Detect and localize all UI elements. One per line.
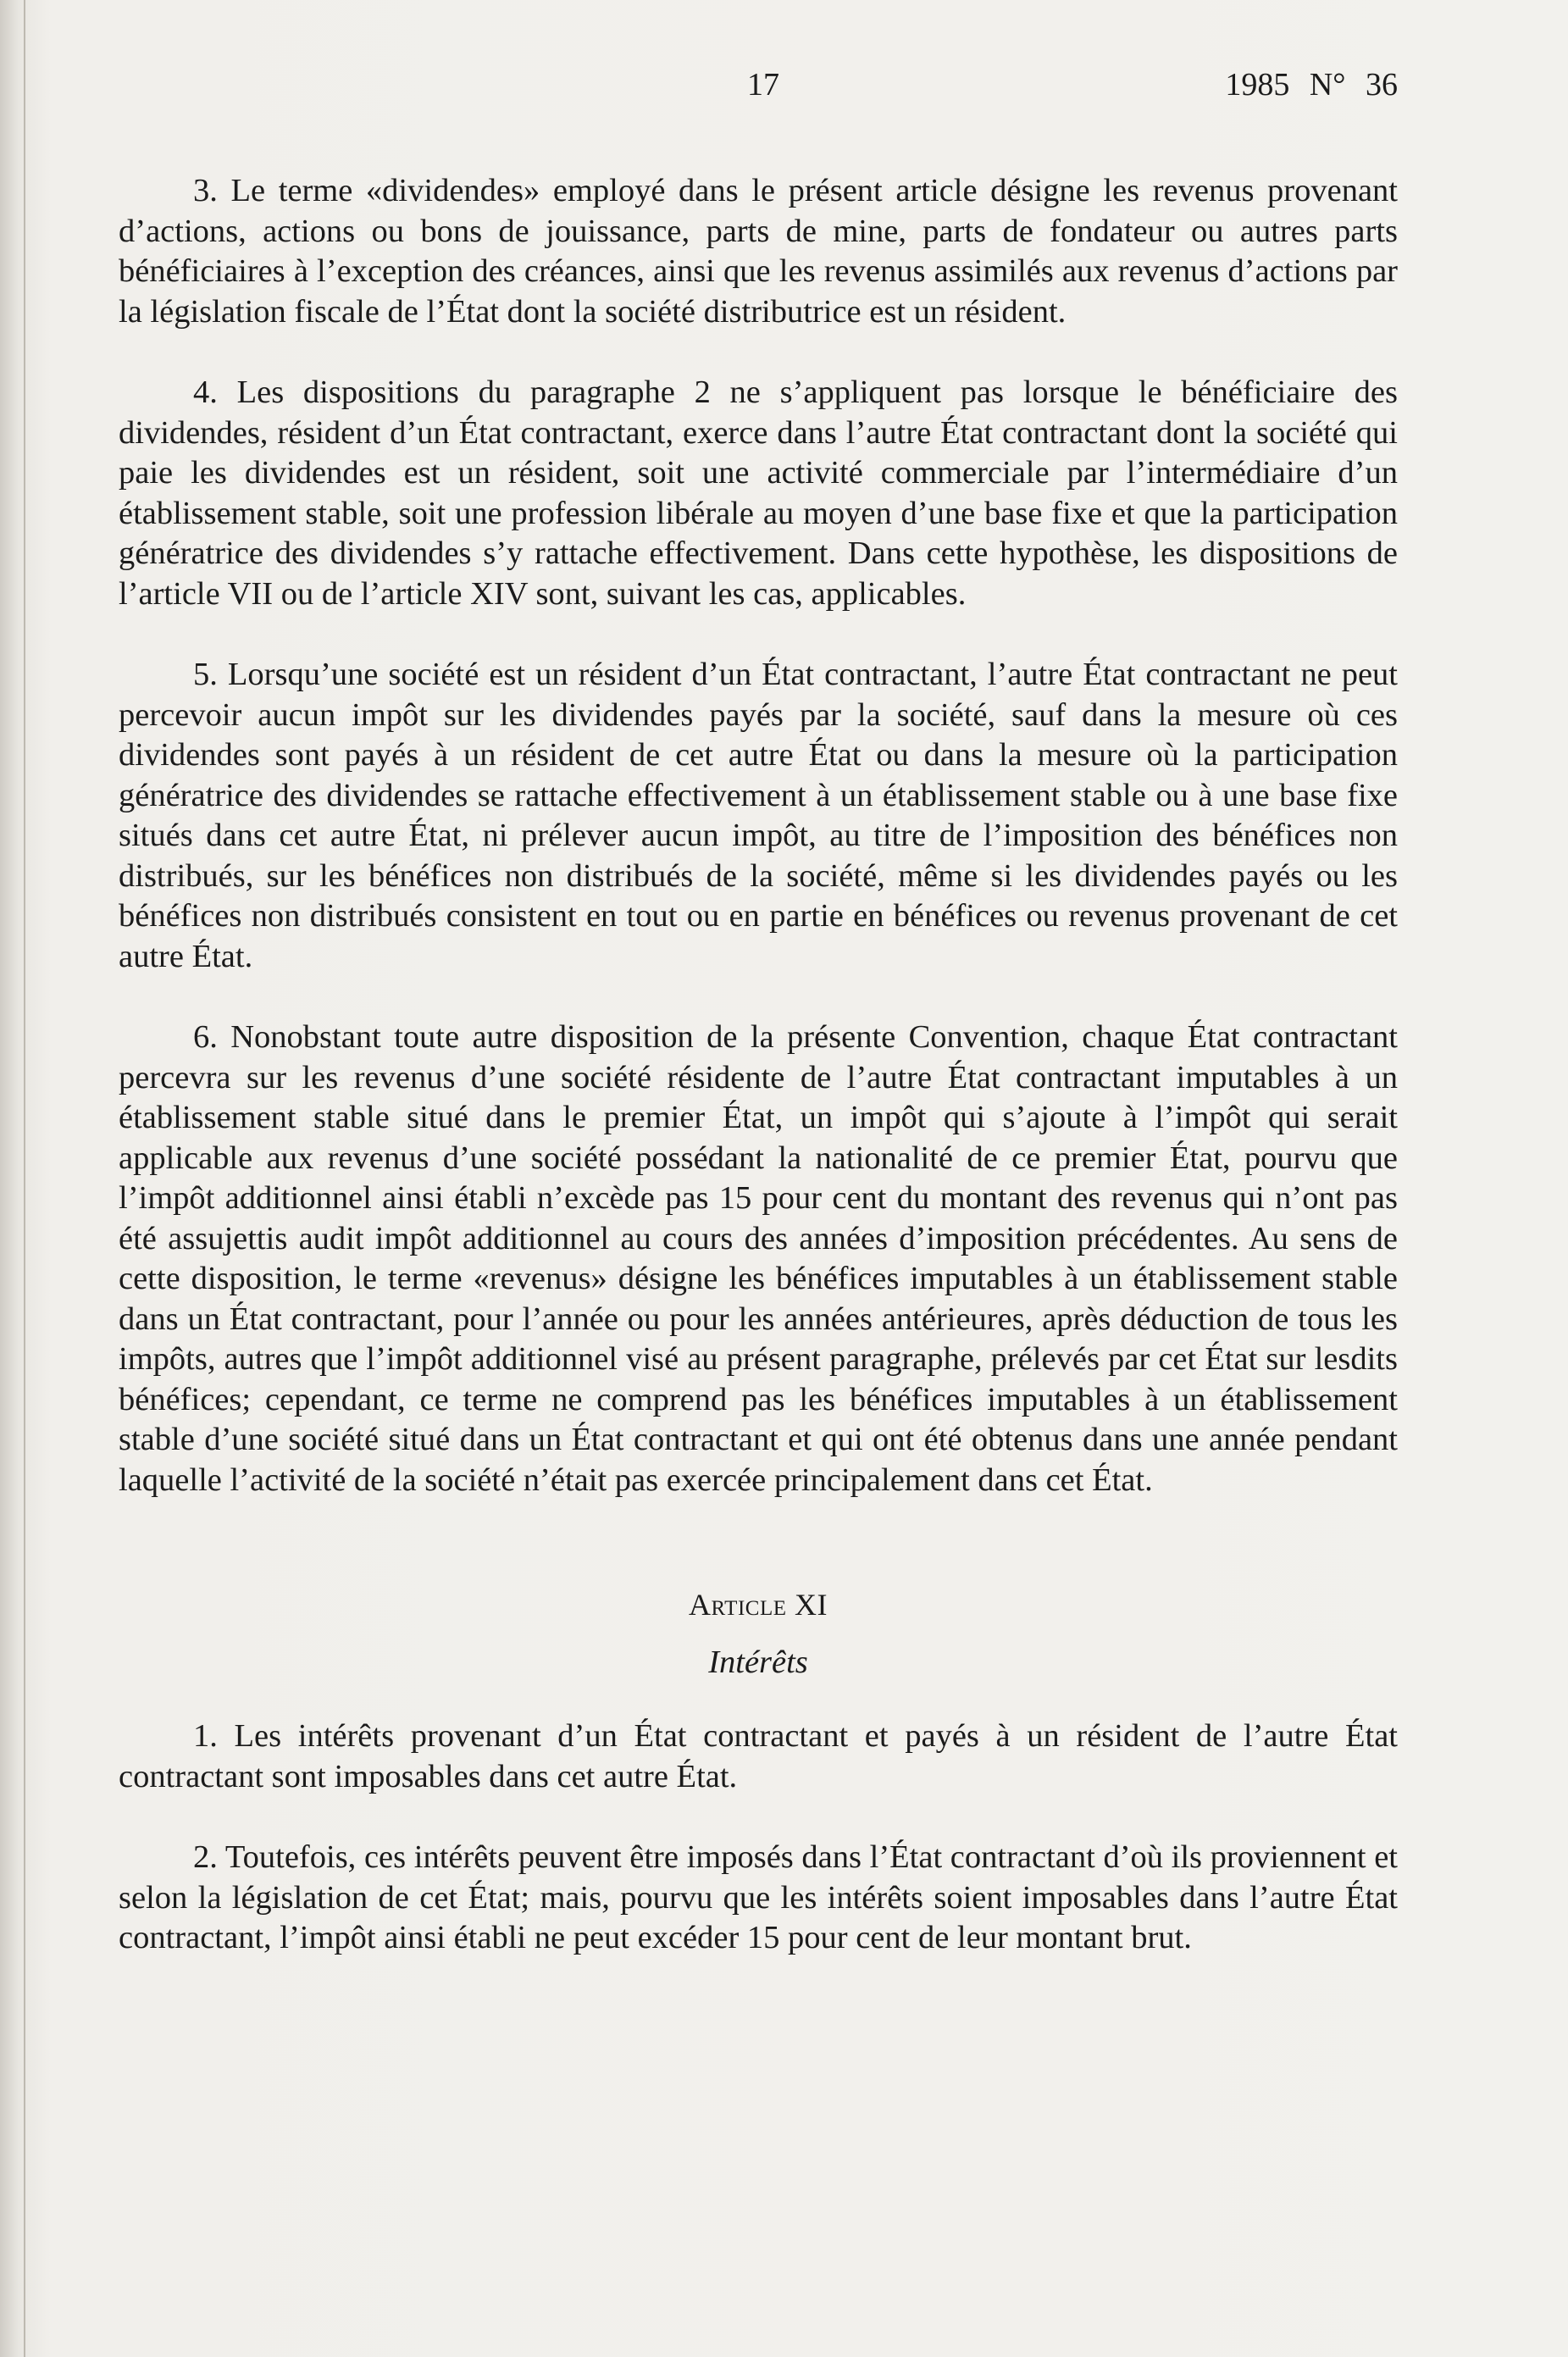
article-paragraph-1: 1. Les intérêts provenant d’un État contractant et payés à un résident de l’autre État contractant sont imposables dans cet autre État. [119,1718,1398,1794]
paragraph-3: 3. Le terme «dividendes» employé dans le présent article désigne les revenus provenant d’actions, actions ou bons de jouissance, parts de mine, parts de fondateur ou autres parts bénéficiaires à l’exception des créances, ainsi que les revenus assimilés aux revenus d’actions par la législation fiscale de l’État dont la société distributrice est un résident. [119,173,1398,330]
paragraph-6: 6. Nonobstant toute autre disposition de la présente Convention, chaque État contractant percevra sur les revenus d’une société résidente de l’autre État contractant imputables à un établissement stable situé dans le premier État, un impôt qui s’ajoute à l’impôt qui serait applicable aux revenus d’une société possédant la nationalité de ce premier État, pourvu que l’impôt additionnel ainsi établi n’excède pas 15 pour cent du montant des revenus qui n’ont pas été assujettis audit impôt additionnel au cours des années d’imposition précédentes. Au sens de cette disposition, le terme «revenus» désigne les bénéfices imputables à un établissement stable dans un État contractant, pour l’année ou pour les années antérieures, après déduction de tous les impôts, autres que l’impôt additionnel visé au présent paragraphe, prélevés par cet État sur lesdits bénéfices; cependant, ce terme ne comprend pas les bénéfices imputables à un établissement stable d’une société situé dans un État contractant et qui ont été obtenus dans une année pendant laquelle l’activité de la société n’était pas exercée principalement dans cet État. [119,1019,1398,1498]
paragraph-4: 4. Les dispositions du paragraphe 2 ne s’appliquent pas lorsque le bénéficiaire des dividendes, résident d’un État contractant, exerce dans l’autre État contractant dont la société qui paie les dividendes est un résident, soit une activité commerciale par l’intermédiaire d’un établissement stable, soit une profession libérale au moyen d’une base fixe et que la participation génératrice des dividendes s’y rattache effectivement. Dans cette hypothèse, les dispositions de l’article VII ou de l’article XIV sont, suivant les cas, applicables. [119,374,1398,612]
article-subtitle: Intérêts [708,1644,808,1680]
page-header [119,66,1398,117]
article-heading: Article XI [689,1588,828,1622]
page-number: 17 [747,67,779,103]
page-binding-edge [24,0,25,2357]
paragraph-5: 5. Lorsqu’une société est un résident d’un État contractant, l’autre État contractant ne peut percevoir aucun impôt sur les dividendes payés par la société, sauf dans la mesure où ces dividendes sont payés à un résident de cet autre État ou dans la mesure où la participation génératrice des dividendes se rattache effectivement à un établissement stable ou à une base fixe situés dans cet autre État, ni prélever aucun impôt, au titre de l’imposition des bénéfices non distribués, sur les bénéfices non distribués de la société, même si les dividendes payés ou les bénéfices non distribués consistent en tout ou en partie en bénéfices ou revenus provenant de cet autre État. [119,657,1398,974]
document-body [119,171,1398,1999]
article-paragraph-2: 2. Toutefois, ces intérêts peuvent être imposés dans l’État contractant d’où ils proviennent et selon la législation de cet État; mais, pourvu que les intérêts soient imposables dans l’autre État contractant, l’impôt ainsi établi ne peut excéder 15 pour cent de leur montant brut. [119,1839,1398,1955]
issue-reference: 1985 N° 36 [1225,67,1398,103]
